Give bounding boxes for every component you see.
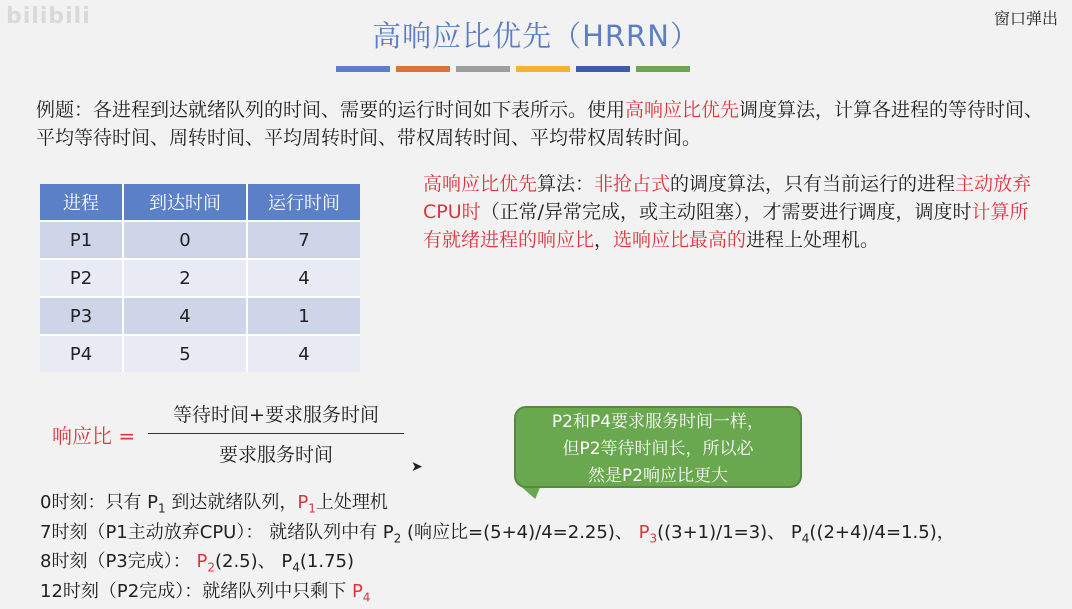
question-part: 例题：各进程到达就绪队列的时间、需要的运行时间如下表所示。使用 xyxy=(36,99,626,121)
step-text: 8时刻（P3完成）： xyxy=(40,551,197,573)
callout-line: 然是P2响应比更大 xyxy=(587,466,729,486)
algo-highlight: 计算所有就绪进程的响应比 xyxy=(423,201,1029,251)
scheduling-steps xyxy=(40,491,955,609)
bilibili-watermark: bilibili xyxy=(6,4,91,29)
step-subscript: 2 xyxy=(393,531,402,546)
table-cell: 4 xyxy=(247,335,360,372)
step-time-7 xyxy=(40,521,955,551)
step-text: (1.75) xyxy=(299,551,354,573)
step-time-0 xyxy=(40,491,955,521)
callout-line: 但P2等待时间长，所以必 xyxy=(562,439,754,459)
algo-text: ， xyxy=(594,229,614,251)
algo-text: 算法： xyxy=(537,173,595,195)
step-text: ((3+1)/1=3)、 P xyxy=(657,521,802,543)
callout-bubble xyxy=(514,406,802,488)
formula-numerator: 等待时间+要求服务时间 xyxy=(148,400,404,434)
color-bar-segment xyxy=(516,66,570,72)
step-text: ((2+4)/4=1.5)， xyxy=(809,521,955,543)
title-color-bar xyxy=(336,66,696,73)
process-table xyxy=(40,184,360,372)
question-text xyxy=(36,96,1046,152)
callout-line: P2和P4要求服务时间一样， xyxy=(551,412,765,432)
table-cell: P4 xyxy=(40,335,123,372)
step-text: 0时刻：只有 P xyxy=(40,492,159,513)
algo-highlight: 非抢占式 xyxy=(594,173,671,195)
question-part: 调度算法，计算各进程的等待时间、平均等待时间、周转时间、平均周转时间、带权周转时间、平均带权周转时间。 xyxy=(36,99,1044,149)
step-subscript: 3 xyxy=(649,531,658,546)
step-subscript: 1 xyxy=(158,501,166,516)
popup-window-button[interactable]: 窗口弹出 xyxy=(993,9,1058,28)
step-time-8 xyxy=(40,550,955,580)
table-row xyxy=(40,335,360,372)
step-subscript: 1 xyxy=(308,501,316,516)
step-subscript: 4 xyxy=(801,531,810,546)
table-header-process: 进程 xyxy=(40,184,123,221)
table-cell: 4 xyxy=(123,297,247,335)
table-cell: 7 xyxy=(247,221,360,259)
algorithm-description xyxy=(423,170,1038,254)
table-cell: 4 xyxy=(247,259,360,297)
formula-denominator: 要求服务时间 xyxy=(218,444,333,466)
mouse-cursor-icon: ➤ xyxy=(411,459,423,475)
step-highlight: P xyxy=(297,492,309,513)
table-cell: P3 xyxy=(40,297,123,335)
algo-highlight: 主动放弃CPU时 xyxy=(423,173,1032,223)
formula-label: 响应比 = xyxy=(52,424,136,448)
color-bar-segment xyxy=(336,66,390,72)
step-text: (响应比=(5+4)/4=2.25)、 xyxy=(401,521,639,543)
step-text: 上处理机 xyxy=(315,492,388,513)
color-bar-segment xyxy=(636,66,690,72)
step-subscript: 4 xyxy=(292,560,300,575)
response-ratio-fraction xyxy=(148,400,404,467)
step-text: (2.5)、 P xyxy=(214,551,293,573)
step-text: 到达就绪队列， xyxy=(165,492,298,513)
step-highlight: P xyxy=(351,580,363,602)
table-cell: 1 xyxy=(247,297,360,335)
algo-name: 高响应比优先 xyxy=(423,173,538,195)
color-bar-segment xyxy=(576,66,630,72)
table-row xyxy=(40,221,360,259)
color-bar-segment xyxy=(396,66,450,72)
color-bar-segment xyxy=(456,66,510,72)
table-header-arrival: 到达时间 xyxy=(123,184,247,221)
step-highlight: P xyxy=(638,521,650,543)
algo-highlight: 选响应比最高的 xyxy=(613,229,747,251)
algo-text: （正常/异常完成，或主动阻塞），才需要进行调度，调度时 xyxy=(480,201,972,223)
table-cell: P1 xyxy=(40,221,123,259)
table-row xyxy=(40,259,360,297)
algo-text: 进程上处理机。 xyxy=(746,229,880,251)
table-cell: P2 xyxy=(40,259,123,297)
table-header-runtime: 运行时间 xyxy=(247,184,360,221)
step-text: 12时刻（P2完成）：就绪队列中只剩下 xyxy=(40,580,352,602)
step-subscript: 2 xyxy=(207,560,215,575)
step-text: 7时刻（P1主动放弃CPU）： 就绪队列中有 P xyxy=(40,521,394,543)
step-highlight: P xyxy=(196,551,208,573)
table-cell: 2 xyxy=(123,259,247,297)
algo-text: 的调度算法，只有当前运行的进程 xyxy=(670,173,956,195)
table-row xyxy=(40,297,360,335)
slide-title: 高响应比优先（HRRN） xyxy=(372,19,700,53)
question-highlight: 高响应比优先 xyxy=(625,99,740,121)
table-cell: 0 xyxy=(123,221,247,259)
step-subscript: 4 xyxy=(362,590,371,605)
table-cell: 5 xyxy=(123,335,247,372)
